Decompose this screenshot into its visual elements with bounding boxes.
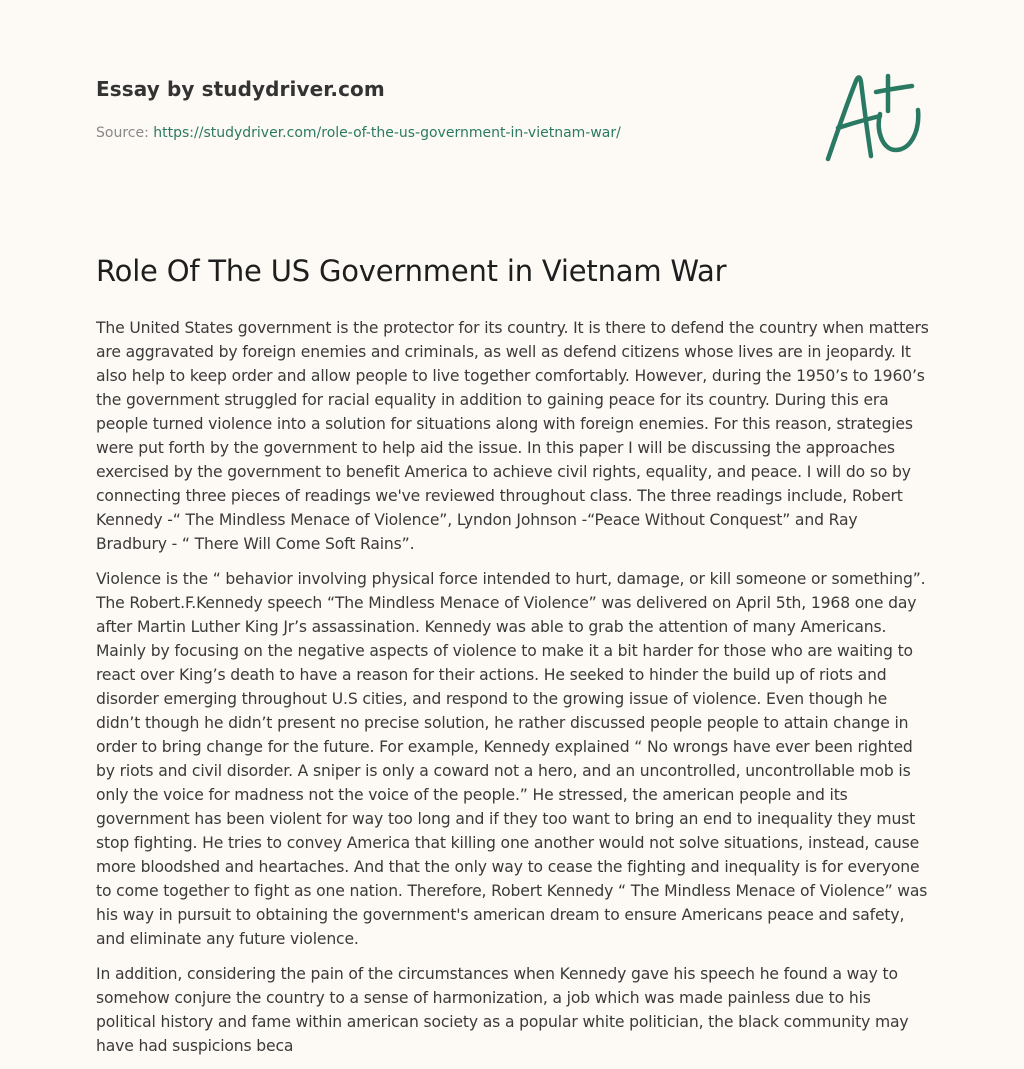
source-link[interactable]: https://studydriver.com/role-of-the-us-government-in-vietnam-war/ xyxy=(153,125,621,141)
source-line xyxy=(96,125,621,141)
essay-paragraph: The United States government is the protector for its country. It is there to defend the country when matters are aggravated by foreign enemies and criminals, as well as defend citizens whose lives are in jeopardy. It also help to keep order and allow people to live together comfortably. However, during the 1950’s to 1960’s the government struggled for racial equality in addition to gaining peace for its country. During this era people turned violence into a solution for situations along with foreign enemies. For this reason, strategies were put forth by the government to help aid the issue. In this paper I will be discussing the approaches exercised by the government to benefit America to achieve civil rights, equality, and peace. I will do so by connecting three pieces of readings we've reviewed throughout class. The three readings include, Robert Kennedy -“ The Mindless Menace of Violence”, Lyndon Johnson -“Peace Without Conquest” and Ray Bradbury - “ There Will Come Soft Rains”. xyxy=(96,319,929,553)
source-label: Source: xyxy=(96,125,149,141)
essay-paragraph: In addition, considering the pain of the circumstances when Kennedy gave his speech he found a way to somehow conjure the country to a sense of harmonization, a job which was made painless due to his political history and fame within american society as a popular white politician, the black community may have had suspicions beca xyxy=(96,965,909,1055)
essay-body xyxy=(96,316,932,1069)
essay-title: Role Of The US Government in Vietnam War xyxy=(96,254,727,288)
essay-paragraph: Violence is the “ behavior involving physical force intended to hurt, damage, or kill someone or something”. The Robert.F.Kennedy speech “The Mindless Menace of Violence” was delivered on April 5th, 1968 one day after Martin Luther King Jr’s assassination. Kennedy was able to grab the attention of many Americans. Mainly by focusing on the negative aspects of violence to make it a bit harder for those who are waiting to react over King’s death to have a reason for their actions. He seeked to hinder the build up of riots and disorder emerging throughout U.S cities, and respond to the growing issue of violence. Even though he didn’t though he didn’t present no precise solution, he rather discussed people people to attain change in order to bring change for the future. For example, Kennedy explained “ No wrongs have ever been righted by riots and civil disorder. A sniper is only a coward not a hero, and an uncontrolled, uncontrollable mob is only the voice for madness not the voice of the people.” He stressed, the american people and its government has been violent for way too long and if they too want to bring an end to inequality they must stop fighting. He tries to convey America that killing one another would not solve situations, instead, cause more bloodshed and heartaches. And that the only way to cease the fighting and inequality is for everyone to come together to fight as one nation. Therefore, Robert Kennedy “ The Mindless Menace of Violence” was his way in pursuit to obtaining the government's american dream to ensure Americans peace and safety, and eliminate any future violence. xyxy=(96,570,928,948)
a-plus-logo-icon xyxy=(820,66,930,166)
site-brand: Essay by studydriver.com xyxy=(96,77,385,101)
